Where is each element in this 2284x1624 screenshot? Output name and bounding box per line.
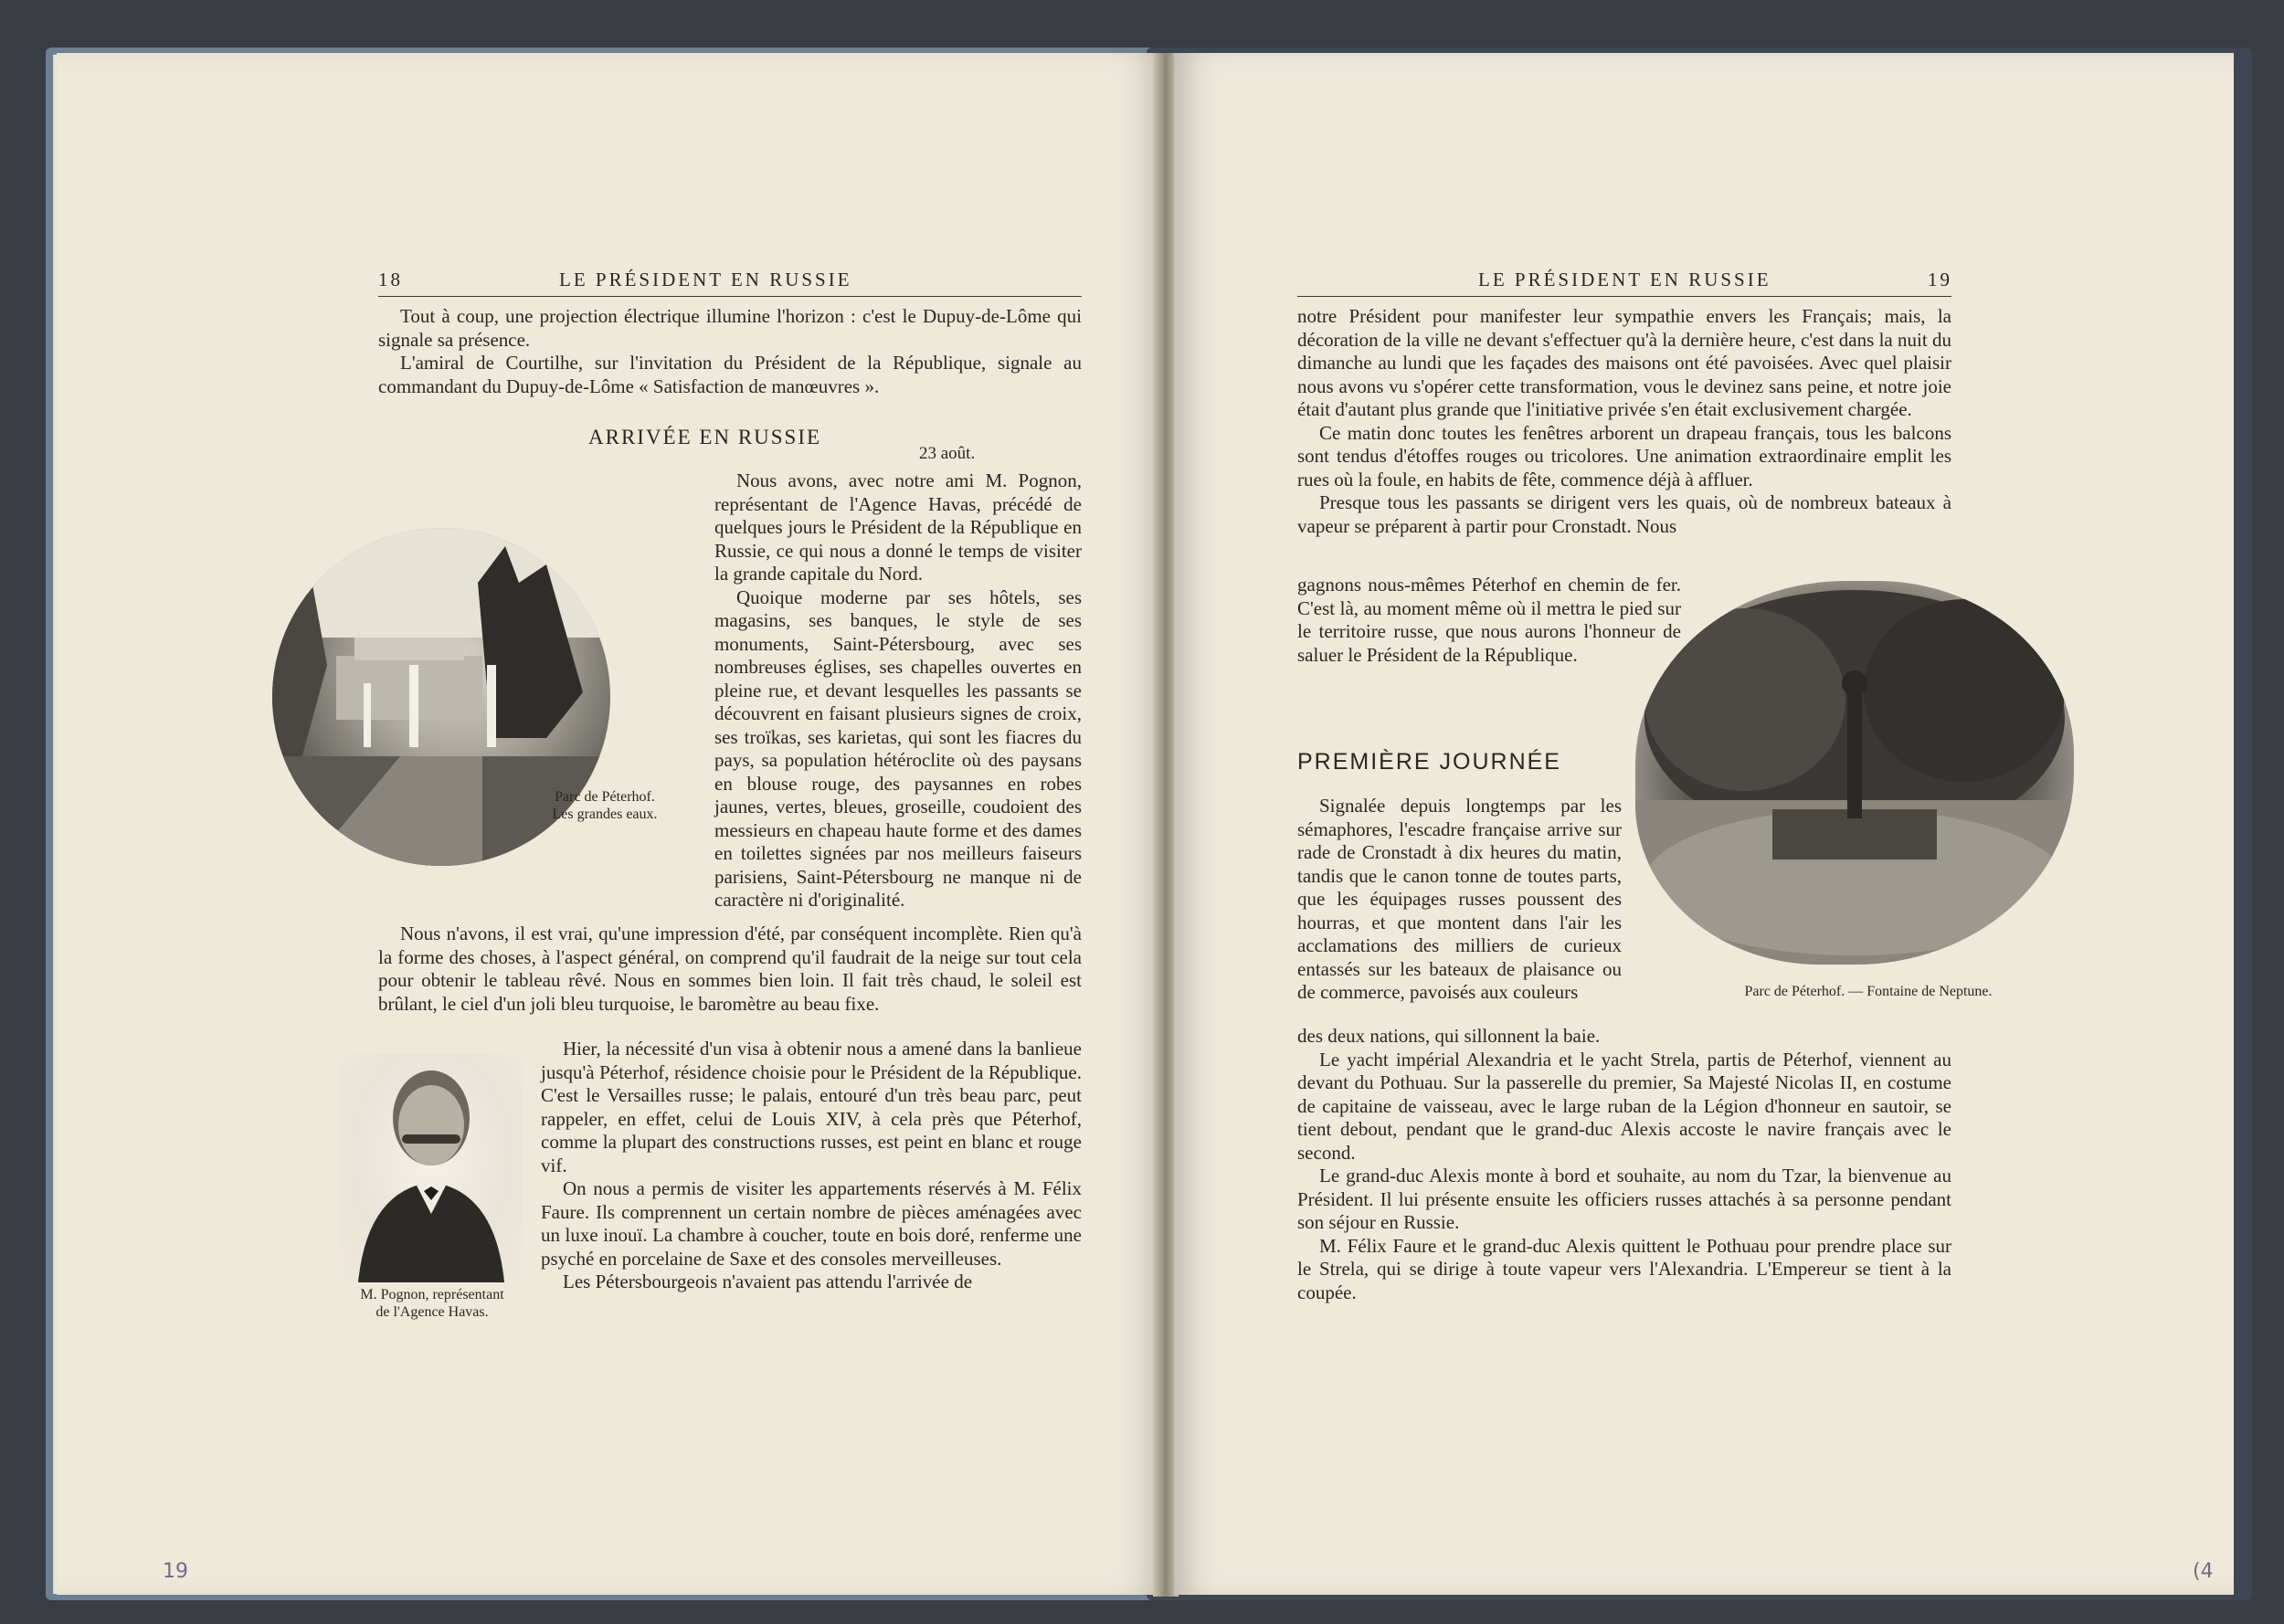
margin-note: 19 [163, 1560, 188, 1583]
running-head: LE PRÉSIDENT EN RUSSIE [559, 269, 852, 290]
margin-note: (4 [2193, 1560, 2214, 1583]
paragraph-grand-duc: Le grand-duc Alexis monte à bord et souhaite, au nom du Tzar, la bienvenue au Président. Il lui présente ensuite les officiers russes attachés à sa personne pendant son séjour en Russie. [1297, 1165, 1951, 1233]
paragraph-deux-nations: des deux nations, qui sillonnent la baie. [1297, 1025, 1601, 1047]
section-title: PREMIÈRE JOURNÉE [1297, 749, 1561, 775]
running-head: LE PRÉSIDENT EN RUSSIE [1478, 269, 1771, 290]
portrait-illustration [340, 1054, 523, 1282]
section-date: 23 août. [919, 444, 976, 463]
paragraph-decoration: notre Président pour manifester leur sympathie envers les Français; mais, la décoration de la ville ne devant s'effectuer qu'à la dernière heure, c'est dans la nuit du dimanche au lundi que les façades des maisons ont été pavoisées. Avec quel plaisir nous avons vu s'opérer cette transformation, vous le devinez sans peine, et notre joie était d'autant plus grande que l'initiative privée s'en était exclusivement chargée. [1297, 305, 1951, 420]
left-page [57, 53, 1160, 1595]
top-text [1297, 305, 1951, 538]
column-text-quais [1297, 574, 1681, 667]
paragraph-quais: Presque tous les passants se dirigent vers les quais, où de nombreux bateaux à vapeur se préparent à partir pour Cronstadt. Nous [1297, 491, 1951, 537]
caption-portrait-line2: de l'Agence Havas. [375, 1304, 489, 1320]
paragraph-impression: Nous n'avons, il est vrai, qu'une impression d'été, par conséquent incomplète. Rien qu'à la forme des choses, à l'aspect général, on comprend qu'il faudrait de la neige sur tout cela pour obtenir le tableau rêvé. Nous en sommes bien loin. Il fait très chaud, le soleil est brûlant, le ciel d'un joli bleu turquoise, le baromètre au beau fixe. [378, 923, 1082, 1015]
page-number: 19 [1928, 269, 1952, 290]
paragraph-felix-faure: M. Félix Faure et le grand-duc Alexis quittent le Pothuau pour prendre place sur le Strela, qui se dirige à toute vapeur vers l'Alexandria. L'Empereur se tient à la coupée. [1297, 1234, 1951, 1303]
section-title: ARRIVÉE EN RUSSIE [588, 426, 822, 448]
header-rule [378, 296, 1082, 297]
paragraph-signalee: Signalée depuis longtemps par les sémaphores, l'escadre française arrive sur rade de Cronstadt à dix heures du matin, tandis que le canon tonne de toutes parts, que les équipages russes poussent des hourras, et que montent dans l'air les acclamations des milliers de curieux entassés sur les bateaux de plaisance ou de commerce, pavoisés aux couleurs [1297, 795, 1622, 1003]
photo-neptune-fountain [1635, 581, 2074, 965]
bottom-text [1297, 1025, 1951, 1304]
intro-paragraph: L'amiral de Courtilhe, sur l'invitation du Président de la République, signale au commandant du Dupuy-de-Lôme « Satisfaction de manœuvres ». [378, 352, 1082, 397]
paragraph-quais-continued: gagnons nous-mêmes Péterhof en chemin de fer. C'est là, au moment même où il mettra le pied sur le territoire russe, que nous aurons l'honneur de saluer le Président de la République. [1297, 574, 1681, 666]
paragraph-drapeaux: Ce matin donc toutes les fenêtres arborent un drapeau français, tous les balcons sont tendus d'étoffes rouges ou tricolores. Une animation extraordinaire emplit les rues où la foule, en habits de fête, commence déjà à affluer. [1297, 421, 1951, 490]
paragraph-petersbourgeois: Les Pétersbourgeois n'avaient pas attendu l'arrivée de [563, 1271, 973, 1292]
right-page [1174, 53, 2234, 1595]
portrait-pognon [340, 1054, 523, 1282]
caption-portrait-line1: M. Pognon, représentant [360, 1287, 504, 1302]
intro-text [378, 305, 1082, 398]
paragraph-peterhof: Hier, la nécessité d'un visa à obtenir nous a amené dans la banlieue jusqu'à Péterhof, résidence choisie pour le Président de la République. C'est le Versailles russe; le palais, entouré d'un très beau parc, peut rappeler, en effet, celui de Louis XIV, à cela près que Péterhof, comme la plupart des constructions russes, est peint en blanc et rouge vif. [541, 1038, 1082, 1176]
header-rule [1297, 296, 1951, 297]
column-text-upper [714, 469, 1082, 912]
page-number: 18 [378, 269, 403, 290]
caption-park [541, 788, 669, 823]
caption-portrait [336, 1286, 528, 1321]
full-width-text [378, 923, 1082, 1016]
paragraph-pognon: Nous avons, avec notre ami M. Pognon, représentant de l'Agence Havas, précédé de quelques jours le Président de la République en Russie, ce qui nous a donné le temps de visiter la grande capitale du Nord. [714, 469, 1082, 585]
column-text-lower [541, 1038, 1082, 1294]
fountain-illustration [1635, 581, 2074, 965]
intro-paragraph: Tout à coup, une projection électrique illumine l'horizon : c'est le Dupuy-de-Lôme qui signale sa présence. [378, 305, 1082, 351]
caption-park-line2: Les grandes eaux. [552, 807, 658, 822]
paragraph-appartements: On nous a permis de visiter les appartements réservés à M. Félix Faure. Ils comprennent un certain nombre de pièces aménagées avec un luxe inouï. La chambre à coucher, toute en bois doré, renferme une psyché en porcelaine de Saxe et des consoles merveilleuses. [541, 1177, 1082, 1270]
column-text-signalee [1297, 795, 1622, 1005]
paragraph-saint-petersbourg: Quoique moderne par ses hôtels, ses magasins, ses banques, le style de ses monuments, Saint-Pétersbourg, avec ses nombreuses églises, ses chapelles ouvertes en pleine rue, et devant lesquelles les passants se découvrent en faisant plusieurs signes de croix, ses troïkas, ses karietas, qui sont les fiacres du pays, sa population hétéroclite où des paysans en blouse rouge, des paysannes en robes jaunes, vertes, bleues, groseille, coudoient des messieurs en chapeau haute forme et des dames en toilettes signées par nos meilleurs faiseurs parisiens, Saint-Pétersbourg ne manque ni de caractère ni d'originalité. [714, 585, 1082, 911]
caption-park-line1: Parc de Péterhof. [555, 789, 655, 805]
caption-fountain: Parc de Péterhof. — Fontaine de Neptune. [1744, 984, 1993, 999]
paragraph-yacht: Le yacht impérial Alexandria et le yacht Strela, partis de Péterhof, viennent au devant du Pothuau. Sur la passerelle du premier, Sa Majesté Nicolas II, en costume de capitaine de vaisseau, avec le large ruban de la Légion d'honneur en sautoir, se tient debout, pendant que le grand-duc Alexis accoste le navire français avec le second. [1297, 1048, 1951, 1164]
